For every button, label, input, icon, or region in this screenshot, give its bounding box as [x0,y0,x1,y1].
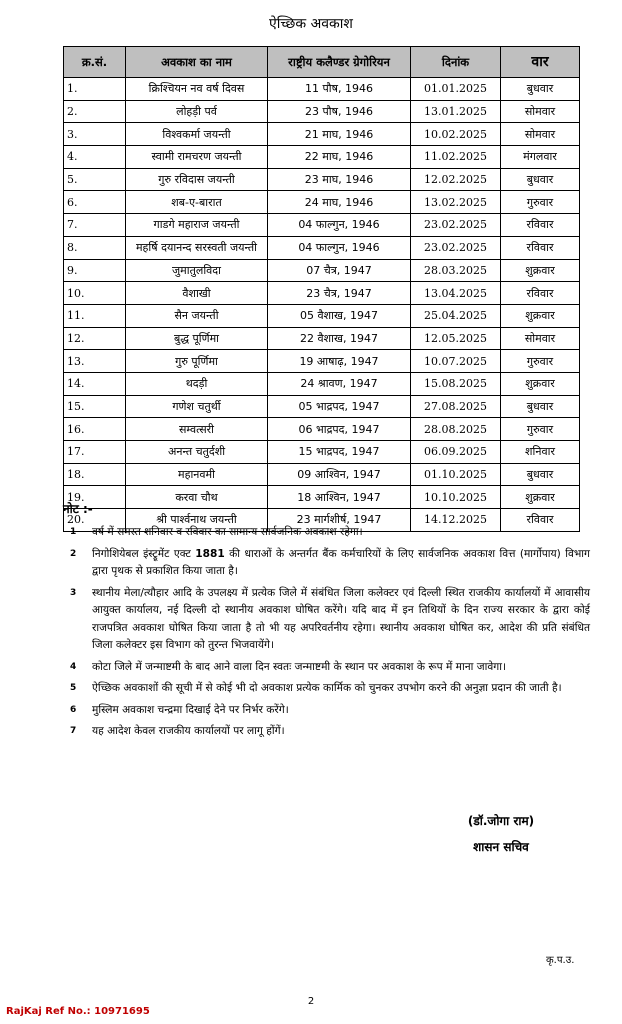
holiday-name-cell: थदड़ी [126,372,268,395]
holiday-name-cell: जुमातुलविदा [126,259,268,282]
table-row [64,191,580,214]
serial-cell: 9. [64,259,126,282]
day-cell: शुक्रवार [501,259,580,282]
table-row [64,304,580,327]
table-row [64,463,580,486]
reference-number: RajKaj Ref No.: 10971695 [6,1006,150,1017]
national-calendar-cell: 23 माघ, 1946 [268,168,411,191]
serial-cell: 2. [64,100,126,123]
holiday-name-cell: वैशाखी [126,282,268,305]
holiday-name-cell: गुरु रविदास जयन्ती [126,168,268,191]
day-cell: गुरुवार [501,350,580,373]
table-header-row [64,47,580,78]
day-cell: बुधवार [501,395,580,418]
table-row [64,214,580,237]
national-calendar-cell: 21 माघ, 1946 [268,123,411,146]
day-cell: शुक्रवार [501,486,580,509]
table-row [64,78,580,101]
holiday-name-cell: सैन जयन्ती [126,304,268,327]
holiday-name-cell: गुरु पूर्णिमा [126,350,268,373]
table-row [64,236,580,259]
note-text [92,548,590,578]
note-text: स्थानीय मेला/त्यौहार आदि के उपलक्ष्य में प्रत्येक जिले में संबंधित जिला कलेक्टर एवं दिल्ली स्थित राजकीय कार्यालयों में आवासीय आयुक्त कार्यालय, नई दिल्ली दो स्थानीय अवकाश घोषित करेंगे। यदि बाद में इन तिथियों के दिन राज्य सरकार के द्वारा कोई राजपत्रित अवकाश घोषित किया जाता है तो भी यह अपरिवर्तनीय रहेगा। स्थानीय अवकाश घोषित कर, आदेश की प्रति संबंधित जिला कलेक्टर इस विभाग को तुरन्त भिजवायेंगे। [92,586,590,651]
date-cell: 06.09.2025 [411,441,501,464]
serial-cell: 10. [64,282,126,305]
note-item [70,546,590,581]
serial-cell: 11. [64,304,126,327]
holiday-name-cell: क्रिश्चियन नव वर्ष दिवस [126,78,268,101]
day-cell: सोमवार [501,123,580,146]
day-cell: सोमवार [501,327,580,350]
serial-cell: 5. [64,168,126,191]
holiday-name-cell: शब-ए-बारात [126,191,268,214]
holiday-name-cell: सम्वत्सरी [126,418,268,441]
holiday-name-cell: करवा चौथ [126,486,268,509]
note-item [70,723,590,741]
table-row [64,259,580,282]
table-row [64,282,580,305]
national-calendar-cell: 07 चैत्र, 1947 [268,259,411,282]
table-row [64,146,580,169]
day-cell: रविवार [501,282,580,305]
holiday-name-cell: महानवमी [126,463,268,486]
national-calendar-cell: 23 मार्गशीर्ष, 1947 [268,509,411,532]
date-cell: 10.02.2025 [411,123,501,146]
header-holiday-name: अवकाश का नाम [126,47,268,78]
table-row [64,395,580,418]
serial-cell: 3. [64,123,126,146]
note-text-part: निगोशियेबल इंस्ट्रूमेंट एक्ट [92,547,196,560]
day-cell: शुक्रवार [501,372,580,395]
date-cell: 27.08.2025 [411,395,501,418]
serial-cell: 8. [64,236,126,259]
note-label: नोट :- [63,502,93,516]
serial-cell: 16. [64,418,126,441]
holiday-name-cell: लोहड़ी पर्व [126,100,268,123]
note-text: ऐच्छिक अवकाशों की सूची में से कोई भी दो अवकाश प्रत्येक कार्मिक को चुनकर उपभोग करने की अनुज्ञा प्रदान की जाती है। [92,682,562,694]
national-calendar-cell: 22 वैशाख, 1947 [268,327,411,350]
date-cell: 13.02.2025 [411,191,501,214]
serial-cell: 7. [64,214,126,237]
serial-cell: 13. [64,350,126,373]
note-number: 5 [70,683,77,693]
note-number: 2 [70,548,77,559]
national-calendar-cell: 05 भाद्रपद, 1947 [268,395,411,418]
date-cell: 10.10.2025 [411,486,501,509]
date-cell: 23.02.2025 [411,236,501,259]
note-item [70,680,590,698]
note-text: वर्ष में समस्त शनिवार व रविवार का सामान्य सार्वजनिक अवकाश रहेगा। [92,526,363,538]
note-text: मुस्लिम अवकाश चन्द्रमा दिखाई देने पर निर्भर करेंगे। [92,703,289,716]
day-cell: बुधवार [501,168,580,191]
note-item [70,585,590,655]
national-calendar-cell: 09 आश्विन, 1947 [268,463,411,486]
holiday-name-cell: महर्षि दयानन्द सरस्वती जयन्ती [126,236,268,259]
date-cell: 23.02.2025 [411,214,501,237]
day-cell: सोमवार [501,100,580,123]
holiday-name-cell: स्वामी रामचरण जयन्ती [126,146,268,169]
note-number: 1 [70,527,77,537]
date-cell: 10.07.2025 [411,350,501,373]
serial-cell: 14. [64,372,126,395]
day-cell: शुक्रवार [501,304,580,327]
holiday-name-cell: श्री पार्श्वनाथ जयन्ती [126,509,268,532]
date-cell: 14.12.2025 [411,509,501,532]
holiday-name-cell: गणेश चतुर्थी [126,395,268,418]
date-cell: 13.01.2025 [411,100,501,123]
holiday-name-cell: विश्वकर्मा जयन्ती [126,123,268,146]
note-number: 4 [70,661,77,672]
table-row [64,441,580,464]
national-calendar-cell: 06 भाद्रपद, 1947 [268,418,411,441]
date-cell: 28.08.2025 [411,418,501,441]
note-number: 7 [70,726,77,736]
table-row [64,418,580,441]
national-calendar-cell: 04 फाल्गुन, 1946 [268,214,411,237]
national-calendar-cell: 18 आश्विन, 1947 [268,486,411,509]
date-cell: 25.04.2025 [411,304,501,327]
holiday-name-cell: बुद्ध पूर्णिमा [126,327,268,350]
holiday-name-cell: अनन्त चतुर्दशी [126,441,268,464]
note-item [70,702,590,720]
serial-cell: 4. [64,146,126,169]
national-calendar-cell: 24 श्रावण, 1947 [268,372,411,395]
table-row [64,168,580,191]
national-calendar-cell: 24 माघ, 1946 [268,191,411,214]
holiday-table [63,46,580,532]
act-year: 1881 [195,547,225,560]
header-national-calendar: राष्ट्रीय कलैण्डर ग्रेगोरियन [268,47,411,78]
day-cell: रविवार [501,509,580,532]
date-cell: 15.08.2025 [411,372,501,395]
date-cell: 13.04.2025 [411,282,501,305]
date-cell: 01.01.2025 [411,78,501,101]
please-turn-over-note: कृ.प.उ. [546,955,575,966]
note-item [70,524,590,542]
day-cell: शनिवार [501,441,580,464]
page-number: 2 [307,996,315,1007]
header-day: वार [501,47,580,78]
serial-cell: 12. [64,327,126,350]
day-cell: बुधवार [501,463,580,486]
day-cell: गुरुवार [501,418,580,441]
serial-cell: 19. [64,486,126,509]
signatory-name: (डॉ.जोगा राम) [467,814,535,828]
table-row [64,350,580,373]
serial-cell: 17. [64,441,126,464]
day-cell: बुधवार [501,78,580,101]
note-item [70,659,590,677]
national-calendar-cell: 04 फाल्गुन, 1946 [268,236,411,259]
serial-cell: 1. [64,78,126,101]
header-date: दिनांक [411,47,501,78]
date-cell: 12.02.2025 [411,168,501,191]
national-calendar-cell: 11 पौष, 1946 [268,78,411,101]
serial-cell: 15. [64,395,126,418]
date-cell: 28.03.2025 [411,259,501,282]
date-cell: 01.10.2025 [411,463,501,486]
header-serial: क्र.सं. [64,47,126,78]
national-calendar-cell: 23 चैत्र, 1947 [268,282,411,305]
national-calendar-cell: 15 भाद्रपद, 1947 [268,441,411,464]
date-cell: 12.05.2025 [411,327,501,350]
national-calendar-cell: 19 आषाढ़, 1947 [268,350,411,373]
serial-cell: 6. [64,191,126,214]
serial-cell: 18. [64,463,126,486]
table-row [64,327,580,350]
page-title: ऐच्छिक अवकाश [269,16,353,32]
notes-list [70,524,590,745]
table-row [64,372,580,395]
day-cell: गुरुवार [501,191,580,214]
national-calendar-cell: 22 माघ, 1946 [268,146,411,169]
note-number: 3 [70,587,77,598]
table-row [64,486,580,509]
day-cell: रविवार [501,236,580,259]
signatory-designation: शासन सचिव [473,840,529,854]
note-text-part: की धाराओं के अन्तर्गत बैंक कर्मचारियों के लिए सार्वजनिक अवकाश वित्त (मार्गोपाय) विभाग द्वारा पृथक से प्रकाशित किया जाता है। [92,547,590,577]
table-row [64,123,580,146]
date-cell: 11.02.2025 [411,146,501,169]
note-text: कोटा जिले में जन्माष्टमी के बाद आने वाला दिन स्वतः जन्माष्टमी के स्थान पर अवकाश के रूप में माना जावेगा। [92,660,506,673]
holiday-name-cell: गाडगे महाराज जयन्ती [126,214,268,237]
day-cell: रविवार [501,214,580,237]
day-cell: मंगलवार [501,146,580,169]
note-number: 6 [70,704,77,715]
national-calendar-cell: 05 वैशाख, 1947 [268,304,411,327]
note-text: यह आदेश केवल राजकीय कार्यालयों पर लागू होंगें। [92,725,285,737]
serial-cell: 20. [64,509,126,532]
table-row [64,100,580,123]
national-calendar-cell: 23 पौष, 1946 [268,100,411,123]
